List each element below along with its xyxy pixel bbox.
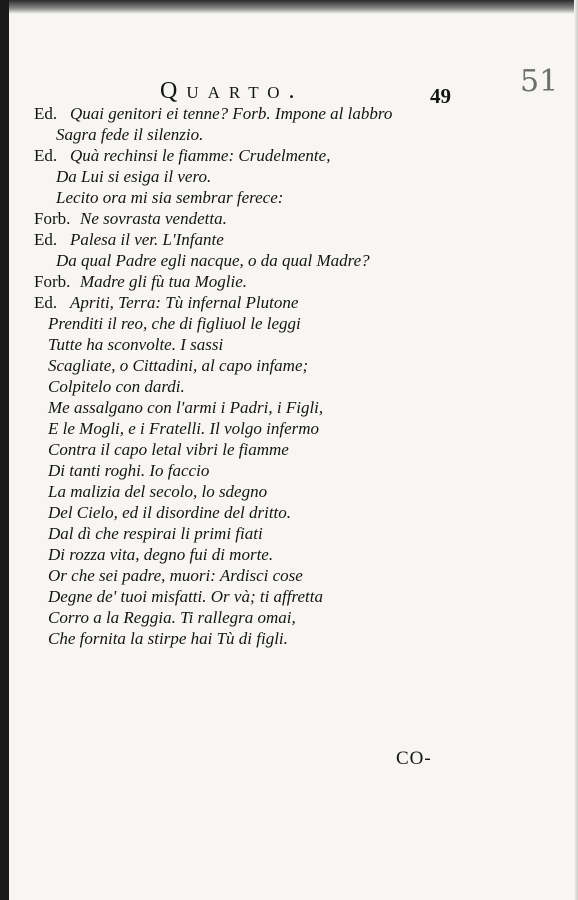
- verse-line: [0, 376, 578, 397]
- verse-line: [0, 607, 578, 628]
- verse-line: [0, 628, 578, 649]
- verse-text-line: Ne sovrasta vendetta.: [80, 209, 227, 228]
- verse-text-line: Palesa il ver. L'Infante: [70, 230, 224, 249]
- verse-text-line: Tutte ha sconvolte. I sassi: [48, 335, 224, 354]
- verse-text-line: Del Cielo, ed il disordine del dritto.: [48, 503, 292, 522]
- verse-line: [0, 586, 578, 607]
- verse-text-line: Scagliate, o Cittadini, al capo infame;: [48, 356, 309, 375]
- verse-line: [0, 187, 578, 208]
- verse-line: [0, 544, 578, 565]
- verse-text-line: Di tanti roghi. Io faccio: [48, 461, 210, 480]
- verse-text-line: Degne de' tuoi misfatti. Or và; ti affretta: [48, 587, 323, 606]
- page-top-shadow: [0, 0, 578, 14]
- running-header: Quarto.: [160, 78, 304, 104]
- verse-line: [0, 418, 578, 439]
- verse-line: [0, 166, 578, 187]
- speaker-label: Forb.: [34, 209, 71, 228]
- verse-text: [0, 103, 578, 649]
- verse-line: [0, 481, 578, 502]
- verse-text-line: E le Mogli, e i Fratelli. Il volgo infermo: [48, 419, 320, 438]
- verse-text-line: Prenditi il reo, che di figliuol le leggi: [48, 314, 301, 333]
- verse-line: [0, 271, 578, 292]
- verse-text-line: Che fornita la stirpe hai Tù di figli.: [48, 629, 288, 648]
- speaker-label: Ed.: [34, 230, 58, 249]
- verse-text-line: Corro a la Reggia. Ti rallegra omai,: [48, 608, 296, 627]
- catchword: CO-: [396, 748, 432, 769]
- verse-text-line: Contra il capo letal vibri le fiamme: [48, 440, 289, 459]
- verse-line: [0, 250, 578, 271]
- verse-line: [0, 397, 578, 418]
- verse-text-line: Madre gli fù tua Moglie.: [80, 272, 247, 291]
- verse-line: [0, 502, 578, 523]
- verse-text-line: Colpitelo con dardi.: [48, 377, 185, 396]
- verse-line: [0, 229, 578, 250]
- speaker-label: Forb.: [34, 272, 71, 291]
- verse-line: [0, 523, 578, 544]
- verse-line: [0, 334, 578, 355]
- verse-text-line: Apriti, Terra: Tù infernal Plutone: [70, 293, 299, 312]
- verse-line: [0, 124, 578, 145]
- speaker-label: Ed.: [34, 146, 58, 165]
- verse-text-line: Quà rechinsi le fiamme: Crudelmente,: [70, 146, 331, 165]
- verse-text-line: Di rozza vita, degno fui di morte.: [48, 545, 274, 564]
- verse-text-line: Da Lui si esiga il vero.: [56, 167, 212, 186]
- speaker-label: Ed.: [34, 293, 58, 312]
- verse-line: [0, 460, 578, 481]
- verse-text-line: Sagra fede il silenzio.: [56, 125, 204, 144]
- verse-text-line: La malizia del secolo, lo sdegno: [48, 482, 268, 501]
- verse-line: [0, 313, 578, 334]
- verse-text-line: Quai genitori ei tenne? Forb. Impone al labbro: [70, 104, 393, 123]
- verse-text-line: Or che sei padre, muori: Ardisci cose: [48, 566, 303, 585]
- verse-line: [0, 145, 578, 166]
- verse-line: [0, 565, 578, 586]
- page-number: 49: [430, 84, 451, 108]
- verse-text-line: Dal dì che respirai li primi fiati: [48, 524, 263, 543]
- verse-line: [0, 439, 578, 460]
- verse-text-line: Da qual Padre egli nacque, o da qual Madre?: [56, 251, 370, 270]
- verse-text-line: Lecito ora mi sia sembrar ferece:: [56, 188, 284, 207]
- pencil-folio-note: 51: [520, 64, 559, 99]
- verse-text-line: Me assalgano con l'armi i Padri, i Figli,: [48, 398, 324, 417]
- speaker-label: Ed.: [34, 104, 58, 123]
- verse-line: [0, 292, 578, 313]
- verse-line: [0, 355, 578, 376]
- verse-line: [0, 103, 578, 124]
- verse-line: [0, 208, 578, 229]
